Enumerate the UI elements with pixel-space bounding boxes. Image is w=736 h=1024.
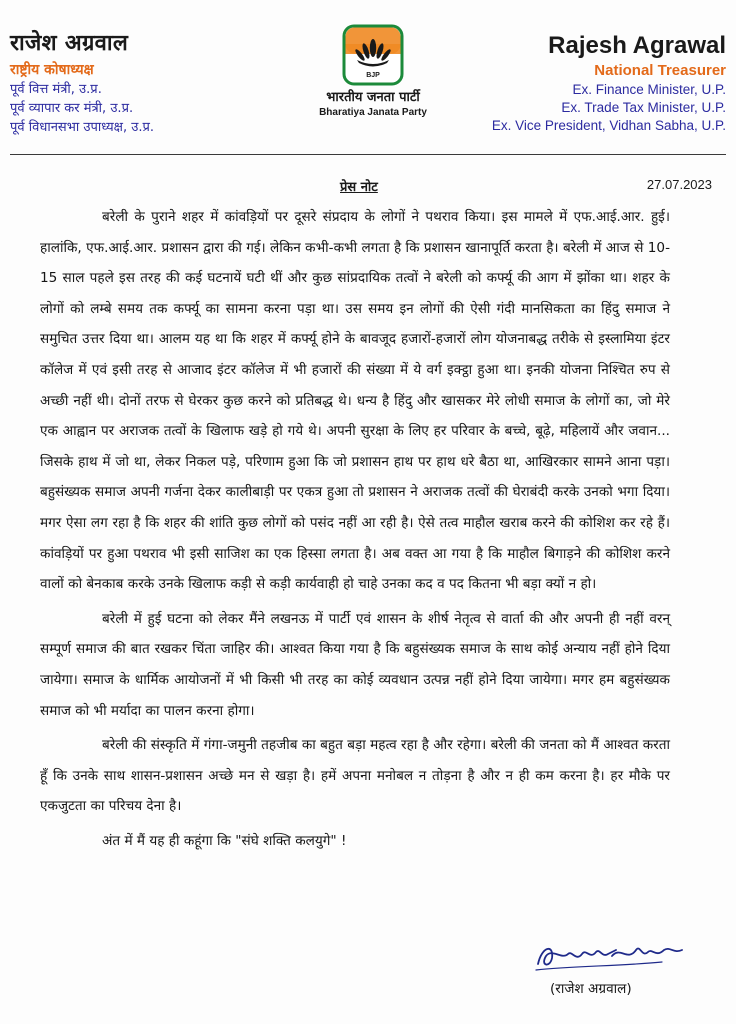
handwritten-signature-icon xyxy=(532,936,692,976)
former-role-hindi-2: पूर्व व्यापार कर मंत्री, उ.प्र. xyxy=(10,101,134,116)
signatory-name: (राजेश अग्रवाल) xyxy=(550,981,632,997)
former-role-english-2: Ex. Trade Tax Minister, U.P. xyxy=(561,100,726,115)
designation-hindi: राष्ट्रीय कोषाध्यक्ष xyxy=(10,62,94,78)
designation-english: National Treasurer xyxy=(594,62,726,79)
header-divider xyxy=(10,154,726,155)
paragraph-3: बरेली की संस्कृति में गंगा-जमुनी तहजीब का बहुत बड़ा महत्व रहा है और रहेगा। बरेली की जनता को मैं आश्वत करता हूँ कि उनके साथ शासन-प्रशासन अच्छे मन से खड़ा है। हमें अपना मनोबल न तोड़ना है और न ही कम करना है। हर मौके पर एकजुटता का परिचय देना है। xyxy=(40,737,670,815)
bjp-logo-block xyxy=(318,24,428,119)
header-right-english xyxy=(426,32,726,135)
bjp-lotus-logo-icon xyxy=(342,24,404,86)
press-note-title: प्रेस नोट xyxy=(340,180,378,195)
press-note-body xyxy=(40,202,670,856)
former-role-english-3: Ex. Vice President, Vidhan Sabha, U.P. xyxy=(491,118,726,133)
former-role-hindi-1: पूर्व वित्त मंत्री, उ.प्र. xyxy=(10,82,102,97)
press-note-date: 27.07.2023 xyxy=(646,177,712,192)
party-name-english: Bharatiya Janata Party xyxy=(319,107,427,118)
name-english: Rajesh Agrawal xyxy=(548,32,726,59)
party-name-hindi: भारतीय जनता पार्टी xyxy=(326,90,420,105)
svg-text:BJP: BJP xyxy=(366,72,380,79)
paragraph-4: अंत में मैं यह ही कहूंगा कि "संघे शक्ति कलयुगे" ! xyxy=(102,832,347,849)
name-hindi: राजेश अग्रवाल xyxy=(10,31,129,56)
paragraph-2: बरेली में हुई घटना को लेकर मैंने लखनऊ में पार्टी एवं शासन के शीर्ष नेतृत्व से वार्ता की और अपनी ही नहीं वरन् सम्पूर्ण समाज की बात रखकर चिंता जाहिर की। आश्वत किया गया है कि बहुसंख्यक समाज के साथ कोई अन्याय नहीं होने दिया जायेगा। समाज के धार्मिक आयोजनों में भी किसी भी तरह का कोई व्यवधान उत्पन्न नहीं होने दिया जायेगा। मगर हम बहुसंख्यक समाज को भी मर्यादा का पालन करना होगा। xyxy=(40,610,670,719)
former-role-english-1: Ex. Finance Minister, U.P. xyxy=(572,82,726,97)
paragraph-1: बरेली के पुराने शहर में कांवड़ियों पर दूसरे संप्रदाय के लोगों ने पथराव किया। इस मामले में एफ.आई.आर. हुई। हालांकि, एफ.आई.आर. प्रशासन द्वारा की गई। लेकिन कभी-कभी लगता है कि प्रशासन खानापूर्ति करता है। बरेली में आज से 10-15 साल पहले इस तरह की कई घटनायें घटी थीं और कुछ सांप्रदायिक तत्वों ने बरेली को कर्फ्यू की आग में झोंका था। शहर के लोगों को लम्बे समय तक कर्फ्यू का सामना करना पड़ा था। उस समय इन लोगों की ऐसी गंदी मानसिकता का हिंदु समाज ने समुचित उत्तर दिया था। आलम यह था कि शहर में कर्फ्यू होने के बावजूद हजारों-हजारों लोग योजनाबद्ध तरीके से इस्लामिया इंटर कॉलेज में एवं इसी तरह से आजाद इंटर कॉलेज में भी हजारों की संख्या में ये वर्ग इक्ट्ठा हुआ था। इनकी योजना निश्चित रुप से अच्छी नहीं थी। दोनों तरफ से घेरकर कुछ करने को प्रतिबद्ध थे। धन्य है हिंदु और खासकर मेरे लोधी समाज के लोगों का, जो मेरे एक आह्वान पर अराजक तत्वों के खिलाफ खड़े हो गये थे। अपनी सुरक्षा के लिए हर परिवार के बच्चे, बूढ़े, महिलायें और जवान... जिसके हाथ में जो था, लेकर निकल पड़े, परिणाम हुआ कि जो प्रशासन हाथ पर हाथ धरे बैठा था, आखिरकार सामने आना पड़ा। बहुसंख्यक समाज अपनी गर्जना देकर कालीबाड़ी पर एकत्र हुआ तो प्रशासन ने अराजक तत्वों की घेराबंदी करके उनको भगा दिया। मगर ऐसा लग रहा है कि शहर की शांति कुछ लोगों को पसंद नहीं आ रही है। ऐसे तत्व माहौल खराब करने की कोशिश कर रहे हैं। कांवड़ियों पर हुआ पथराव भी इसी साजिश का एक हिस्सा लगता है। अब वक्त आ गया है कि माहौल बिगाड़ने की कोशिश करने वालों को बेनकाब करके उनके खिलाफ कड़ी से कड़ी कार्यवाही हो चाहे उनका कद व पद कितना भी बड़ा क्यों न हो। xyxy=(40,209,670,593)
former-role-hindi-3: पूर्व विधानसभा उपाध्यक्ष, उ.प्र. xyxy=(10,120,155,135)
header-left-hindi xyxy=(10,30,250,137)
